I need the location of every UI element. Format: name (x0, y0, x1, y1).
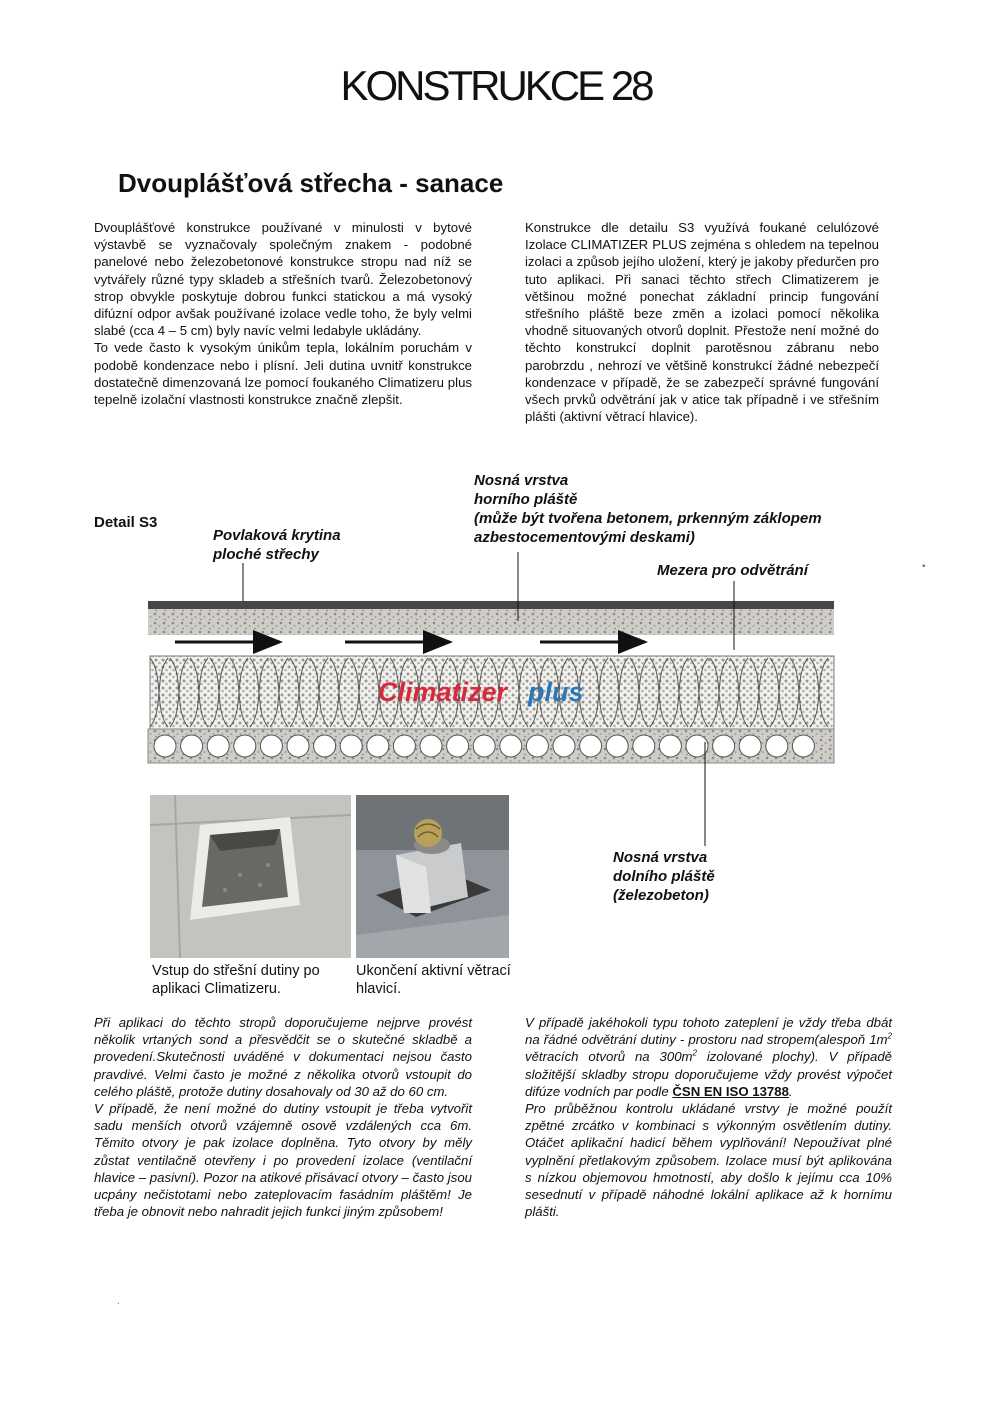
hollow-core-void (181, 735, 203, 757)
hollow-core-void (154, 735, 176, 757)
hollow-core-void (739, 735, 761, 757)
hollow-core-void (766, 735, 788, 757)
hollow-core-void (260, 735, 282, 757)
hollow-core-void (553, 735, 575, 757)
hollow-core-void (526, 735, 548, 757)
label-lower-structural-layer: Nosná vrstva dolního pláště (železobeton) (613, 849, 715, 904)
hollow-core-void (420, 735, 442, 757)
hollow-core-void (500, 735, 522, 757)
hollow-core-void (234, 735, 256, 757)
standard-reference: ČSN EN ISO 13788 (672, 1083, 789, 1099)
superscript-1: 2 (887, 1031, 892, 1041)
hollow-core-voids (154, 735, 814, 757)
bottom-paragraph-left: Při aplikaci do těchto stropů doporučujeme nejprve provést několik vrtaných sond a přesvědčit se o skutečné skladbě a provedení.Skutečnosti uváděné v dokumentaci nejsou často pravdivé. Velmi často je možné z několika otvorů vstoupit do celého pláště, protože dutiny dosahovaly od 30 až do 60 cm. V případě, že není možné do dutiny vstoupit je třeba vytvořit sadu menších otvorů vzájemně osově vzdálených cca 6m. Těmito otvory je pak izolace doplněna. Tyto otvory by měly zůstat ventilačně otevřeny i po provedení izolace (ventilační hlavice – pasivní). Pozor na atikové přisávací otvory – často jsou ucpány nečistotami nebo zateplovacím fasádním pláštěm! Je třeba je obnovit nebo nahradit jejich funkci jiným způsobem! (94, 1015, 472, 1220)
brand-climatizer: Climatizer (378, 677, 508, 707)
hollow-core-void (713, 735, 735, 757)
hollow-core-void (287, 735, 309, 757)
hollow-core-void (314, 735, 336, 757)
hollow-core-void (606, 735, 628, 757)
detail-label: Detail S3 (94, 514, 158, 531)
bottom-right-text-3: izolované plochy). V případě složitější skladby stropu doporučujeme vždy provést výpočet difúze vodních par podle (525, 1049, 892, 1099)
label-upper-structural-layer: Nosná vrstva horního pláště (může být tvořena betonem, prkenným záklopem azbestocementovými deskami) (474, 472, 822, 546)
label-ventilation-gap: Mezera pro odvětrání (657, 562, 808, 579)
label-roof-membrane: Povlaková krytina ploché střechy (213, 527, 341, 563)
hollow-core-void (447, 735, 469, 757)
roof-membrane-layer (148, 601, 834, 609)
hollow-core-void (792, 735, 814, 757)
hollow-core-void (633, 735, 655, 757)
photo-roof-opening (150, 795, 351, 958)
hollow-core-void (580, 735, 602, 757)
bottom-right-text-2: větracích otvorů na 300m (525, 1049, 693, 1065)
upper-structural-layer (148, 609, 834, 635)
hollow-core-void (473, 735, 495, 757)
stray-mark: ▪ (922, 561, 926, 572)
hollow-core-void (340, 735, 362, 757)
page-title: KONSTRUKCE 28 (340, 62, 652, 109)
hollow-core-void (367, 735, 389, 757)
intro-paragraph-left: Dvouplášťové konstrukce používané v minulosti v bytové výstavbě se vyznačovaly společným znakem - podobné panelové nebo železobetonové konstrukce stropu nad níž se vytvářely různé typy skladeb a střešních tvarů. Železobetonový strop obvykle poskytuje dobrou funkci statickou a má vysoký difúzní odpor avšak používané izolace vedle toho, že byly velmi slabé (cca 4 – 5 cm) byly navíc velmi ledabyle ukládány. To vede často k vysokým únikům tepla, lokálním poruchám v podobě kondenzace nebo i plísní. Jeli dutina uvnitř konstrukce dostatečně dimenzovaná lze pomocí foukaného Climatizeru plus tepelně izolační vlastnosti konstrukce značně zlepšit. (94, 220, 472, 408)
brand-plus: plus (528, 677, 584, 707)
hollow-core-void (659, 735, 681, 757)
section-title: Dvouplášťová střecha - sanace (118, 168, 504, 198)
superscript-2: 2 (692, 1049, 697, 1059)
photo-ventilation-cap (356, 795, 509, 958)
intro-paragraph-right: Konstrukce dle detailu S3 využívá foukané celulózové Izolace CLIMATIZER PLUS zejména s ohledem na tepelnou izolaci a způsob jejího uložení, který je jakoby předurčen pro tuto aplikaci. Při sanaci těchto střech Climatizerem je většinou možné ponechat základní princip fungování střešního pláště beze změn a izolaci pomocí několika vhodně situovaných otvorů doplnit. Přestože není možné do těchto konstrukcí doplnit parotěsnou zábranu nebo parobrzdu , nehrozí ve většině konstrukcí žádné nebezpečí kondenzace v případě, že se zabezpečí správné fungování všech prvků odvětrání jak v atice tak případně i ve střešním plášti (aktivní větrací hlavice). (525, 220, 879, 425)
photo-right-caption: Ukončení aktivní větrací hlavicí. (356, 963, 511, 997)
photo-left-caption: Vstup do střešní dutiny po aplikaci Climatizeru. (152, 963, 320, 997)
bottom-right-text-4: . Pro průběžnou kontrolu ukládané vrstvy je možné použít zpětné zrcátko v kombinaci s výkonným osvětlením dutiny. Otáčet aplikační hadicí během vyplňování! Nepoužívat plné vyplnění přetlakovým způsobem. Izolace musí být aplikována s nízkou objemovou hmotností, aby došlo k jejímu cca 10% sesednutí v případě náhodné lokální aplikace až k hornímu plášti. (525, 1083, 892, 1220)
bottom-paragraph-right (525, 1014, 892, 1220)
stray-mark: . (117, 1296, 120, 1307)
bottom-right-text-1: V případě jakéhokoli typu tohoto zateplení je vždy třeba dbát na řádné odvětrání dutiny - prostoru nad stropem(alespoň 1m (525, 1015, 892, 1048)
hollow-core-void (393, 735, 415, 757)
hollow-core-void (207, 735, 229, 757)
